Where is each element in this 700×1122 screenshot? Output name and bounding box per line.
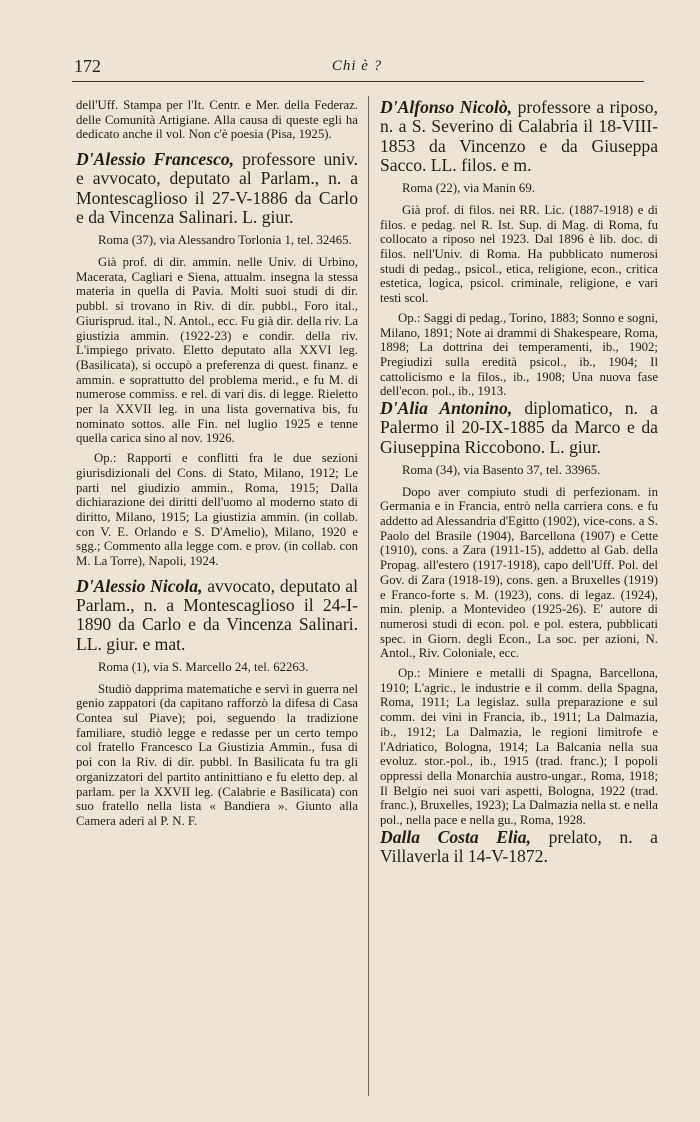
entry-name: D'Alfonso Nicolò, <box>380 97 513 117</box>
entry-summary: avvocato, deputato al Parlam., n. a Montescaglioso il 24-I-1890 da Carlo e da Vincenza Salinari. LL. giur. e mat. <box>76 575 358 654</box>
header-rule <box>72 81 644 82</box>
running-title: Chi è ? <box>331 58 383 74</box>
entry-summary: diplomatico, n. a Palermo il 20-IX-1885 da Marco e da Giuseppina Riccobono. L. giur. <box>380 398 658 457</box>
entry-name: D'Alessio Francesco, <box>76 149 235 170</box>
entry-heading <box>76 150 358 227</box>
entry-summary: professore a riposo, n. a S. Severino di Calabria il 18-VIII-1853 da Vincenzo e da Giuseppa Sacco. LL. filos. e m. <box>380 97 659 175</box>
entry-works: Op.: Rapporti e conflitti fra le due sezioni giurisdizionali del Cons. di Stato, Milano, 1912; Le parti nel giudizio ammin., Roma, 1915; Dalla dichiarazione dei diritti dell'uomo al moderno stato di diritto, Milano, 1915; La giustizia ammin. (in collab. con V. E. Orlando e S. D'Amelio), Milano, 1920 e sgg.; Commento alla legge com. e prov. (in collab. con M. La Torre), Napoli, 1924. <box>76 451 358 569</box>
entry-address: Roma (37), via Alessandro Torlonia 1, tel. 32465. <box>98 233 352 248</box>
entry-summary: prelato, n. a Villaverla il 14-V-1872. <box>380 826 658 867</box>
entry-dalfonso-nicolo <box>380 98 658 399</box>
entry-name: Dalla Costa Elia, <box>380 826 531 847</box>
entry-works: Op.: Miniere e metalli di Spagna, Barcellona, 1910; L'agric., le industrie e il comm. della Spagna, Roma, 1911; La legislaz. sulla preparazione e sul comm. dei vini in Francia, ib., 1911; La Dalmazia, ib., 1912; La Dalmazia, le regioni limitrofe e l'Adriatico, Bologna, 1914; La Balcania nella sua evoluz. stor.-pol., ib., 1915 (trad. franc.); I popoli oppressi della Monarchia austro-ungar., Roma, 1918; Il Belgio nei suoi vari aspetti, Bologna, 1922 (trad. franc.), Bruxelles, 1923); La Dalmazia nella st. e nella pol., nella pace e nella gu., Roma, 1928. <box>380 666 658 828</box>
entry-heading <box>380 828 658 867</box>
entry-address: Roma (1), via S. Marcello 24, tel. 62263. <box>98 659 309 674</box>
entry-dalessio-francesco <box>76 150 358 569</box>
right-column <box>380 98 658 872</box>
entry-dalia-antonino <box>380 399 658 828</box>
page-header <box>74 56 640 80</box>
entry-name: D'Alessio Nicola, <box>76 575 203 596</box>
entry-biography: Dopo aver compiuto studi di perfezionam. in Germania e in Francia, entrò nella carriera cons. e fu addetto ad Alessandria d'Egitto (1902), vice-cons. a S. Paolo del Brasile (1904), Barcellona (1907) e Cette (1910), cons. a Zara (1911-15), addetto al Gab. della Propag. all'estero (1917-1918), capo dell'Uff. Pol. del Gov. di Zara (1918-19), cons. gen. a Bruxelles (1919) e Franco-forte s. M. (1923), cons. di legaz. (1924), min. plenip. a Montevideo (1925-26). E' autore di numerosi studi di econ. pol. e pol. estera, pubblicati spec. in Giorn. degli Econ., La soc. per azioni, N. Antol., Riv. Coloniale, ecc. <box>380 484 658 661</box>
page-number: 172 <box>74 56 101 76</box>
entry-heading <box>380 399 658 457</box>
entry-dalla-costa-elia <box>380 828 658 867</box>
left-column <box>76 98 358 829</box>
entry-heading <box>380 98 658 175</box>
entry-address: Roma (34), via Basento 37, tel. 33965. <box>402 462 601 477</box>
entry-works: Op.: Saggi di pedag., Torino, 1883; Sonno e sogni, Milano, 1891; Note ai drammi di Shakespeare, Roma, 1898; La dottrina dei temperamenti, ib., 1902; Pregiudizi sulla eredità psicol., ib., 1904; Il cattolicismo e la filos., ib., 1908; Una nuova fase dell'econ. pol., ib., 1913. <box>380 310 658 399</box>
entry-biography: Già prof. di filos. nei RR. Lic. (1887-1918) e di filos. e pedag. nel R. Ist. Sup. di Mag. di Roma, fu collocato a riposo nel 1923. Dal 1896 è lib. doc. di filos. nell'Univ. di Roma. Ha pubblicato numerosi studi di pedag., psicol., etica, religione, econ., critica estetica, logica, psicol. criminale, religione, e vari testi scol. <box>380 202 658 306</box>
entry-biography: Già prof. di dir. ammin. nelle Univ. di Urbino, Macerata, Cagliari e Siena, attualm. insegna la stessa materia in quella di Pavia. Molti suoi studi di dir. pubbl. si trovano in Riv. di dir. pubbl., Foro ital., Giurisprud. ital., N. Antol., ecc. Fu già dir. della riv. La giustizia ammin. (1922-23) e condir. della riv. L'impiego privato. Eletto deputato alla XXVI leg. (Basilicata), si occupò a preferenza di quest. finanz. e ammin. e soprattutto del problema merid., e fu M. di numerose commiss. e rel. di vari dis. di legge. Rieletto per la XXVII leg. in una lista governativa bis, fu nominato sottos. alle Fin. nel luglio 1925 e tenne quella carica sino al nov. 1926. <box>76 255 358 446</box>
entry-summary: professore univ. e avvocato, deputato al Parlam., n. a Montescaglioso il 27-V-1886 da Carlo e da Vincenza Salinari. L. giur. <box>76 149 358 227</box>
column-divider <box>368 96 369 1096</box>
entry-dalessio-nicola <box>76 577 358 829</box>
entry-biography: Studiò dapprima matematiche e servì in guerra nel genio zappatori (da capitano rafforzò la difesa di Casa Contea sul Piave); poi, seguendo la tradizione familiare, studiò legge e redasse per un certo tempo col fratello Francesco La Giustizia Ammin., fusa di poi con la Riv. di dir. pubbl. In Basilicata fu tra gli organizzatori del partito antinittiano e fu eletto dep. al parlam. per la XXVII leg. (Calabrie e Basilicata) con suo fratello nella lista « Bandiera ». Giunto alla Camera aderì al P. N. F. <box>76 681 358 828</box>
entry-name: D'Alia Antonino, <box>380 398 513 419</box>
entry-heading <box>76 577 358 654</box>
continued-text: dell'Uff. Stampa per l'It. Centr. e Mer. della Federaz. delle Comunità Artigiane. Alla causa di queste egli ha dedicato anche il vol. Non c'è poesia (Pisa, 1925). <box>76 98 358 142</box>
entry-address: Roma (22), via Manin 69. <box>402 181 535 196</box>
